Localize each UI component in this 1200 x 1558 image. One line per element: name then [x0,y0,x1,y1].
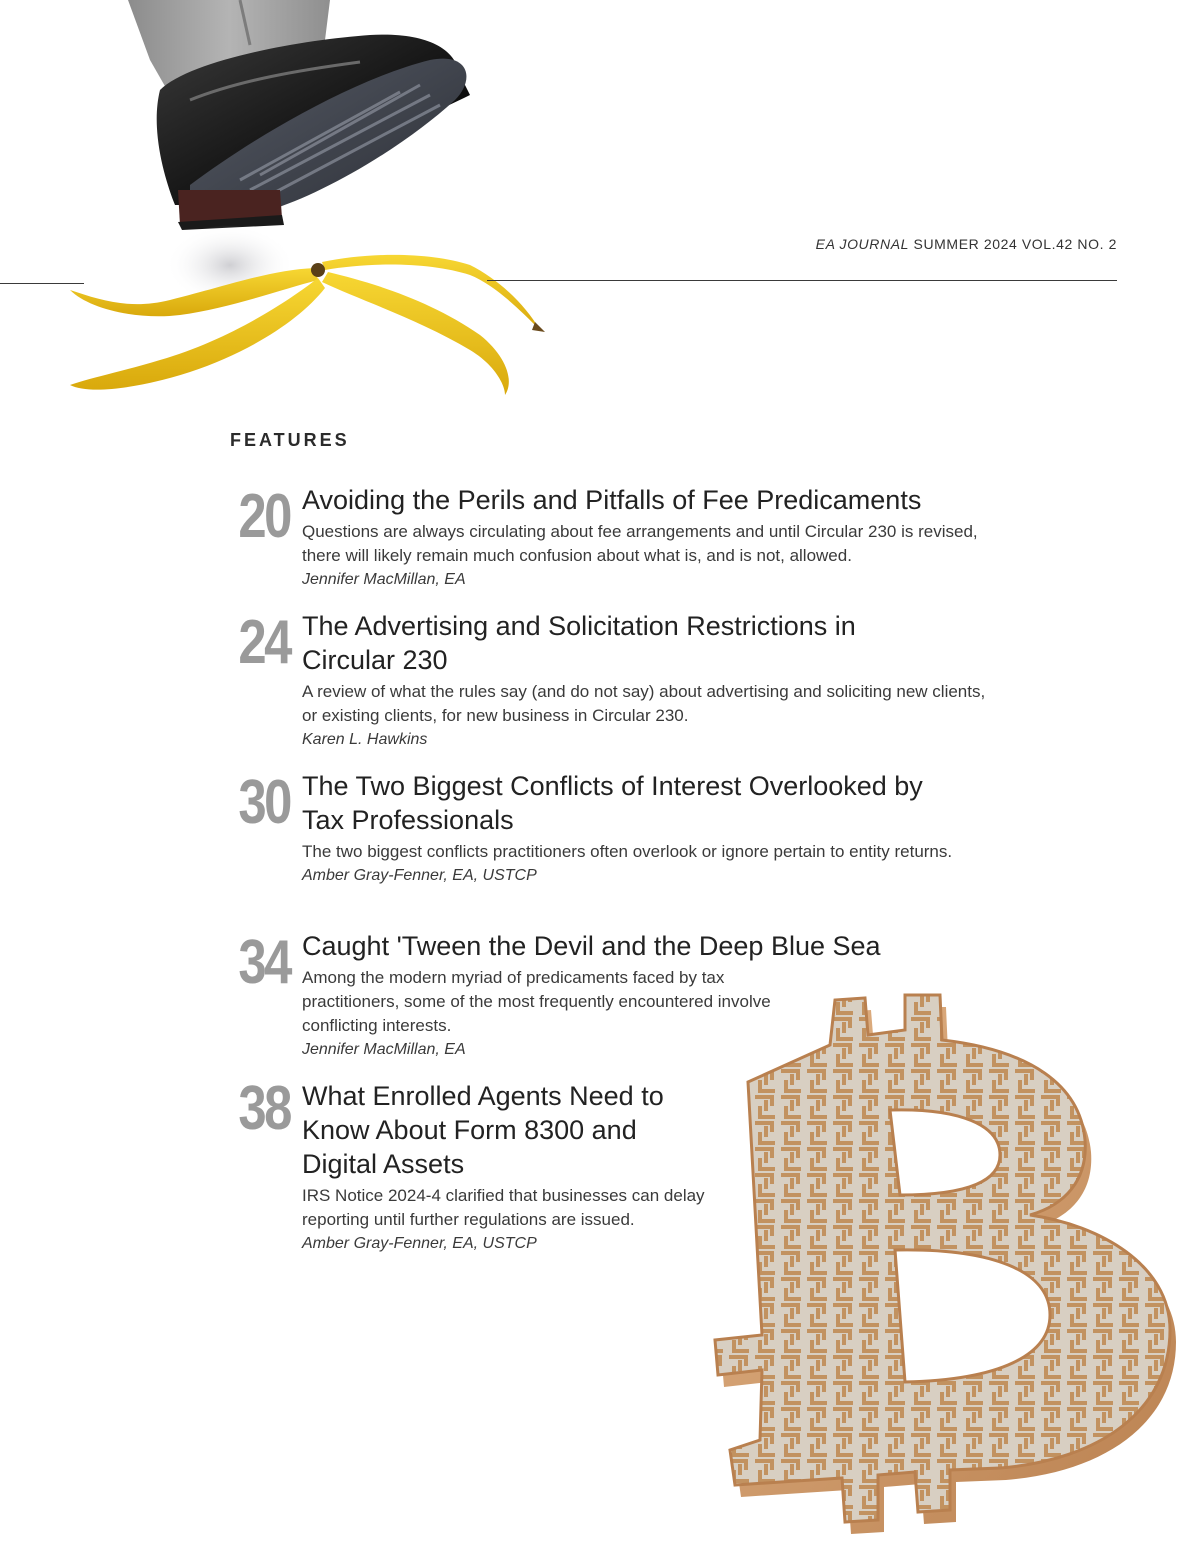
article-title[interactable]: Avoiding the Perils and Pitfalls of Fee Predicaments [302,485,922,515]
bitcoin-maze-illustration [700,990,1190,1550]
article-author: Jennifer MacMillan, EA [302,571,466,588]
article-author: Jennifer MacMillan, EA [302,1041,466,1058]
article-title[interactable]: Caught 'Tween the Devil and the Deep Blue Sea [302,931,881,961]
article-author: Amber Gray-Fenner, EA, USTCP [302,867,537,884]
page-number: 20 [238,482,290,551]
article-title[interactable]: The Advertising and Solicitation Restrictions in Circular 230 [302,611,856,675]
article-description: Questions are always circulating about fee arrangements and until Circular 230 is revised, there will likely remain much confusion about what is, and is not, allowed. [302,522,978,565]
page-number: 38 [238,1074,290,1143]
article-description: Among the modern myriad of predicaments faced by tax practitioners, some of the most frequently encountered involve conflicting interests. [302,968,771,1035]
issue-header [816,236,1117,252]
page-number: 30 [238,768,290,837]
journal-name: EA JOURNAL [815,236,910,252]
article-description: IRS Notice 2024-4 clarified that businesses can delay reporting until further regulations are issued. [302,1186,705,1229]
article-description: The two biggest conflicts practitioners often overlook or ignore pertain to entity returns. [302,842,953,861]
article-title[interactable]: What Enrolled Agents Need to Know About Form 8300 and Digital Assets [302,1081,664,1179]
page-number: 34 [238,928,290,997]
shoe-on-banana-peel-illustration [0,0,560,410]
section-label: FEATURES [230,430,350,450]
header-rule-right [487,280,1117,281]
article-description: A review of what the rules say (and do not say) about advertising and soliciting new clients, or existing clients, for new business in Circular 230. [302,682,986,725]
article-title[interactable]: The Two Biggest Conflicts of Interest Overlooked by Tax Professionals [302,771,923,835]
page-number: 24 [238,608,290,677]
issue-info: SUMMER 2024 VOL.42 NO. 2 [913,236,1117,252]
article-author: Karen L. Hawkins [302,731,428,748]
header-rule-left [0,283,84,284]
article-author: Amber Gray-Fenner, EA, USTCP [302,1235,537,1252]
